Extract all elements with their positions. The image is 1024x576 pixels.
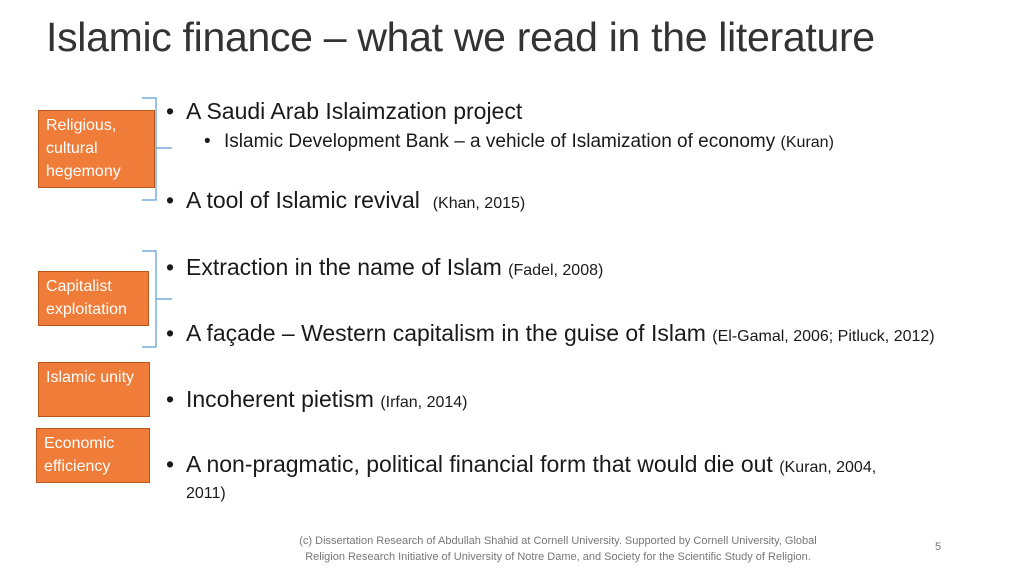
bullet-extraction (166, 254, 603, 281)
bullet-glyph: • (166, 386, 175, 412)
bullet-saudi-islamization (166, 98, 522, 125)
tag-economic-efficiency (36, 428, 150, 483)
bullet-facade (166, 320, 935, 347)
footer-line-1: (c) Dissertation Research of Abdullah Shahid at Cornell University. Supported by Cornell University, Global (299, 535, 817, 547)
slide-title: Islamic finance – what we read in the literature (46, 14, 875, 60)
citation: (Khan, 2015) (432, 195, 526, 212)
bullet-islamic-revival (166, 187, 525, 214)
bullet-glyph: • (166, 320, 175, 346)
bullet-glyph: • (166, 187, 175, 213)
citation-continued: 2011) (186, 485, 226, 502)
tag-capitalist-exploitation (38, 271, 149, 326)
bullet-text: Incoherent pietism (186, 386, 374, 412)
citation: (Irfan, 2014) (380, 394, 468, 411)
bullet-glyph: • (204, 131, 211, 152)
bullet-glyph: • (166, 254, 175, 280)
tag-label: Economic efficiency (44, 435, 115, 475)
bullet-text: A Saudi Arab Islaimzation project (186, 98, 523, 124)
tag-religious-cultural-hegemony (38, 110, 155, 188)
tag-label: Religious, cultural hegemony (46, 117, 121, 180)
tag-label: Capitalist exploitation (46, 278, 127, 318)
page-number: 5 (935, 541, 942, 553)
citation: (Fadel, 2008) (508, 262, 604, 279)
bullet-text: A façade – Western capitalism in the guise of Islam (186, 320, 706, 346)
citation: (Kuran, 2004, (779, 459, 877, 476)
bullet-incoherent-pietism (166, 386, 467, 413)
footer-line-2: Religion Research Initiative of University of Notre Dame, and Society for the Scientific Study of Religion. (305, 551, 811, 563)
subbullet-idb (204, 131, 834, 153)
citation: (Kuran) (780, 134, 834, 151)
bullet-non-pragmatic (166, 451, 876, 507)
footer-credit (268, 533, 848, 565)
bullet-glyph: • (166, 98, 175, 124)
bullet-text: A non-pragmatic, political financial form that would die out (186, 451, 773, 477)
bullet-glyph: • (166, 451, 175, 477)
bullet-text: Islamic Development Bank – a vehicle of Islamization of economy (224, 131, 776, 152)
bullet-text: A tool of Islamic revival (186, 187, 420, 213)
citation: (El-Gamal, 2006; Pitluck, 2012) (712, 328, 935, 345)
tag-label: Islamic unity (46, 369, 135, 386)
bullet-text: Extraction in the name of Islam (186, 254, 502, 280)
tag-islamic-unity (38, 362, 150, 417)
